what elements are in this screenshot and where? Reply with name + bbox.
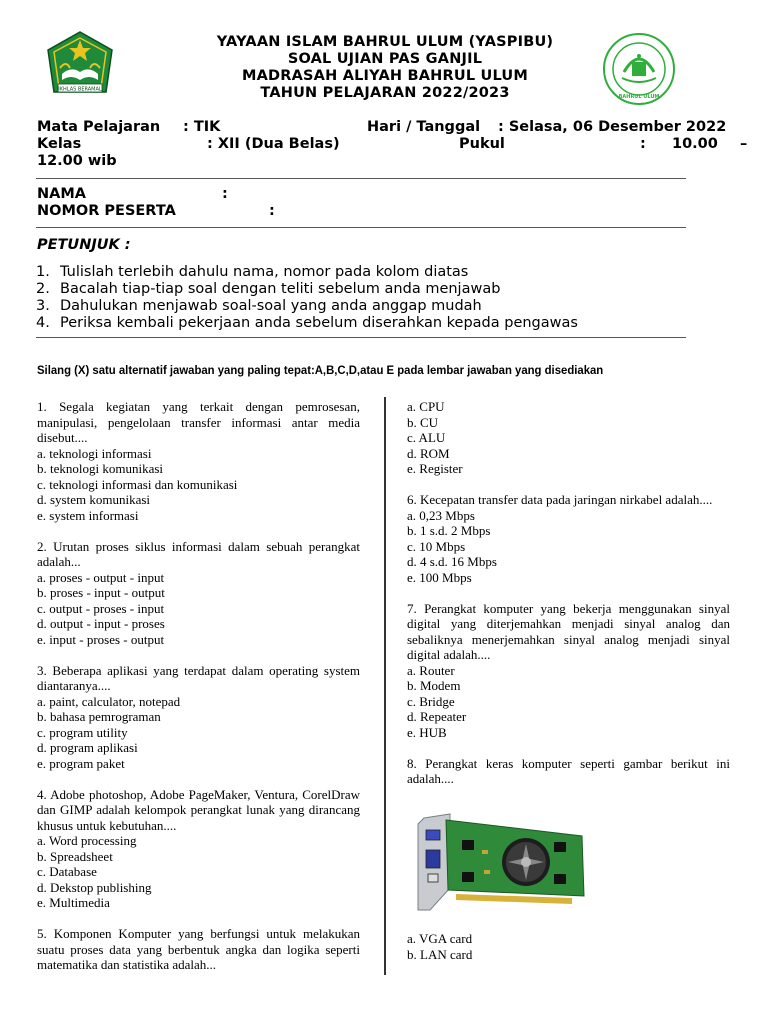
option: e. input - proses - output — [37, 631, 165, 647]
option: d. Dekstop publishing — [37, 879, 152, 895]
option: b. bahasa pemrograman — [37, 709, 161, 724]
time-dash: – — [740, 136, 748, 152]
question-text: 8. Perangkat keras komputer seperti gambar berikut ini adalah.... — [407, 755, 730, 786]
question-1 — [37, 399, 360, 523]
option: b. Modem — [407, 678, 461, 693]
header-line-1: YAYAAN ISLAM BAHRUL ULUM (YASPIBU) — [216, 34, 554, 50]
option: a. paint, calculator, notepad — [37, 693, 181, 709]
participant-number-separator: : — [269, 203, 275, 219]
answer-instruction: Silang (X) satu alternatif jawaban yang paling tepat:A,B,C,D,atau E pada lembar jawaban yang disediakan — [37, 363, 604, 377]
instruction-text: Tulislah terlebih dahulu nama, nomor pada kolom diatas — [60, 264, 469, 280]
option: d. program aplikasi — [37, 740, 138, 755]
question-text: 2. Urutan proses siklus informasi dalam sebuah perangkat adalah... — [37, 538, 360, 569]
class-label: Kelas — [37, 136, 82, 152]
option: b. teknologi komunikasi — [37, 461, 164, 476]
option: e. Multimedia — [37, 895, 110, 910]
option: c. program utility — [37, 724, 128, 740]
option: d. ROM — [407, 445, 450, 461]
instructions-list — [36, 264, 578, 332]
option: a. 0,23 Mbps — [407, 507, 475, 523]
questions-right-column — [407, 399, 730, 787]
time-label: Pukul — [459, 136, 505, 152]
divider — [36, 337, 686, 338]
option: a. VGA card — [407, 931, 473, 946]
option: c. Database — [37, 864, 97, 879]
subject-label: Mata Pelajaran — [37, 119, 161, 135]
header-line-3: MADRASAH ALIYAH BAHRUL ULUM — [241, 68, 529, 84]
date-value: : Selasa, 06 Desember 2022 — [498, 119, 727, 135]
option: e. program paket — [37, 755, 125, 771]
question-8-options — [407, 931, 730, 962]
option: a. teknologi informasi — [37, 445, 152, 461]
question-text: 4. Adobe photoshop, Adobe PageMaker, Ventura, CorelDraw dan GIMP adalah kelompok perangkat lunak yang dirancang khusus untuk kebutuhan.... — [37, 786, 360, 833]
option: a. proses - output - input — [37, 569, 165, 585]
question-6 — [407, 492, 730, 585]
list-item: 2. Bacalah tiap-tiap soal dengan teliti sebelum anda menjawab — [36, 281, 501, 297]
question-5-options — [407, 399, 730, 477]
option: a. Word processing — [37, 833, 137, 848]
option: b. proses - input - output — [37, 585, 165, 600]
header-line-4: TAHUN PELAJARAN 2022/2023 — [260, 85, 510, 101]
school-header — [170, 34, 600, 102]
instruction-text: Periksa kembali pekerjaan anda sebelum diserahkan kepada pengawas — [60, 315, 578, 331]
class-value: : XII (Dua Belas) — [207, 136, 340, 152]
name-label: NAMA — [37, 186, 87, 202]
svg-text:IKHLAS BERAMAL: IKHLAS BERAMAL — [58, 86, 102, 93]
option: c. output - proses - input — [37, 600, 165, 616]
option: a. CPU — [407, 399, 445, 414]
question-text: 7. Perangkat komputer yang bekerja menggunakan sinyal digital yang diterjemahkan menjadi sinyal analog dan sebaliknya menerjemahkan sinyal analog menjadi sinyal digital adalah.... — [407, 600, 730, 662]
question-2 — [37, 539, 360, 648]
option: d. system komunikasi — [37, 492, 151, 507]
option: e. Register — [407, 461, 463, 476]
time-end: 12.00 wib — [37, 153, 117, 169]
column-divider — [384, 397, 386, 975]
option: b. 1 s.d. 2 Mbps — [407, 523, 491, 538]
question-7 — [407, 601, 730, 741]
time-separator: : — [640, 136, 646, 152]
option: c. teknologi informasi dan komunikasi — [37, 476, 238, 492]
question-text: 3. Beberapa aplikasi yang terdapat dalam operating system diantaranya.... — [37, 662, 360, 693]
instructions-title: PETUNJUK : — [37, 237, 131, 253]
question-text: 6. Kecepatan transfer data pada jaringan nirkabel adalah.... — [407, 492, 713, 507]
option: d. Repeater — [407, 709, 467, 724]
kemenag-logo — [44, 30, 116, 102]
name-separator: : — [222, 186, 228, 202]
option: d. 4 s.d. 16 Mbps — [407, 554, 497, 569]
option: b. LAN card — [407, 946, 473, 962]
question-text: 1. Segala kegiatan yang terkait dengan pemrosesan, manipulasi, pengelolaan transfer informasi antar media disebut.... — [37, 399, 360, 445]
question-4 — [37, 787, 360, 911]
option: e. 100 Mbps — [407, 569, 472, 585]
option: e. system informasi — [37, 507, 139, 523]
bahrul-ulum-logo — [602, 32, 676, 106]
option: c. Bridge — [407, 693, 455, 709]
option: c. ALU — [407, 430, 446, 445]
option: b. CU — [407, 414, 439, 430]
instruction-text: Dahulukan menjawab soal-soal yang anda anggap mudah — [60, 298, 482, 314]
time-start: 10.00 — [672, 136, 718, 152]
divider — [36, 178, 686, 179]
subject-value: : TIK — [183, 119, 221, 135]
question-5 — [37, 926, 360, 973]
option: c. 10 Mbps — [407, 538, 466, 554]
divider — [36, 227, 686, 228]
question-8 — [407, 756, 730, 787]
right-logo-text: BAHRUL ULUM — [618, 94, 660, 100]
participant-number-label: NOMOR PESERTA — [37, 203, 176, 219]
question-3 — [37, 663, 360, 772]
option: a. Router — [407, 662, 455, 678]
list-item: 1. Tulislah terlebih dahulu nama, nomor pada kolom diatas — [36, 264, 469, 280]
date-label: Hari / Tanggal — [367, 119, 481, 135]
list-item: 4. Periksa kembali pekerjaan anda sebelum diserahkan kepada pengawas — [36, 315, 578, 331]
instruction-text: Bacalah tiap-tiap soal dengan teliti sebelum anda menjawab — [60, 281, 501, 297]
vga-card-image — [406, 810, 586, 918]
header-line-2: SOAL UJIAN PAS GANJIL — [287, 51, 483, 67]
question-text: 5. Komponen Komputer yang berfungsi untuk melakukan suatu proses data yang berbentuk angka dan logika seperti matematika dan statistika adalah... — [37, 926, 360, 972]
option: d. output - input - proses — [37, 616, 165, 631]
questions-left-column — [37, 399, 360, 973]
list-item: 3. Dahulukan menjawab soal-soal yang anda anggap mudah — [36, 298, 482, 314]
option: b. Spreadsheet — [37, 848, 113, 864]
option: e. HUB — [407, 724, 447, 740]
